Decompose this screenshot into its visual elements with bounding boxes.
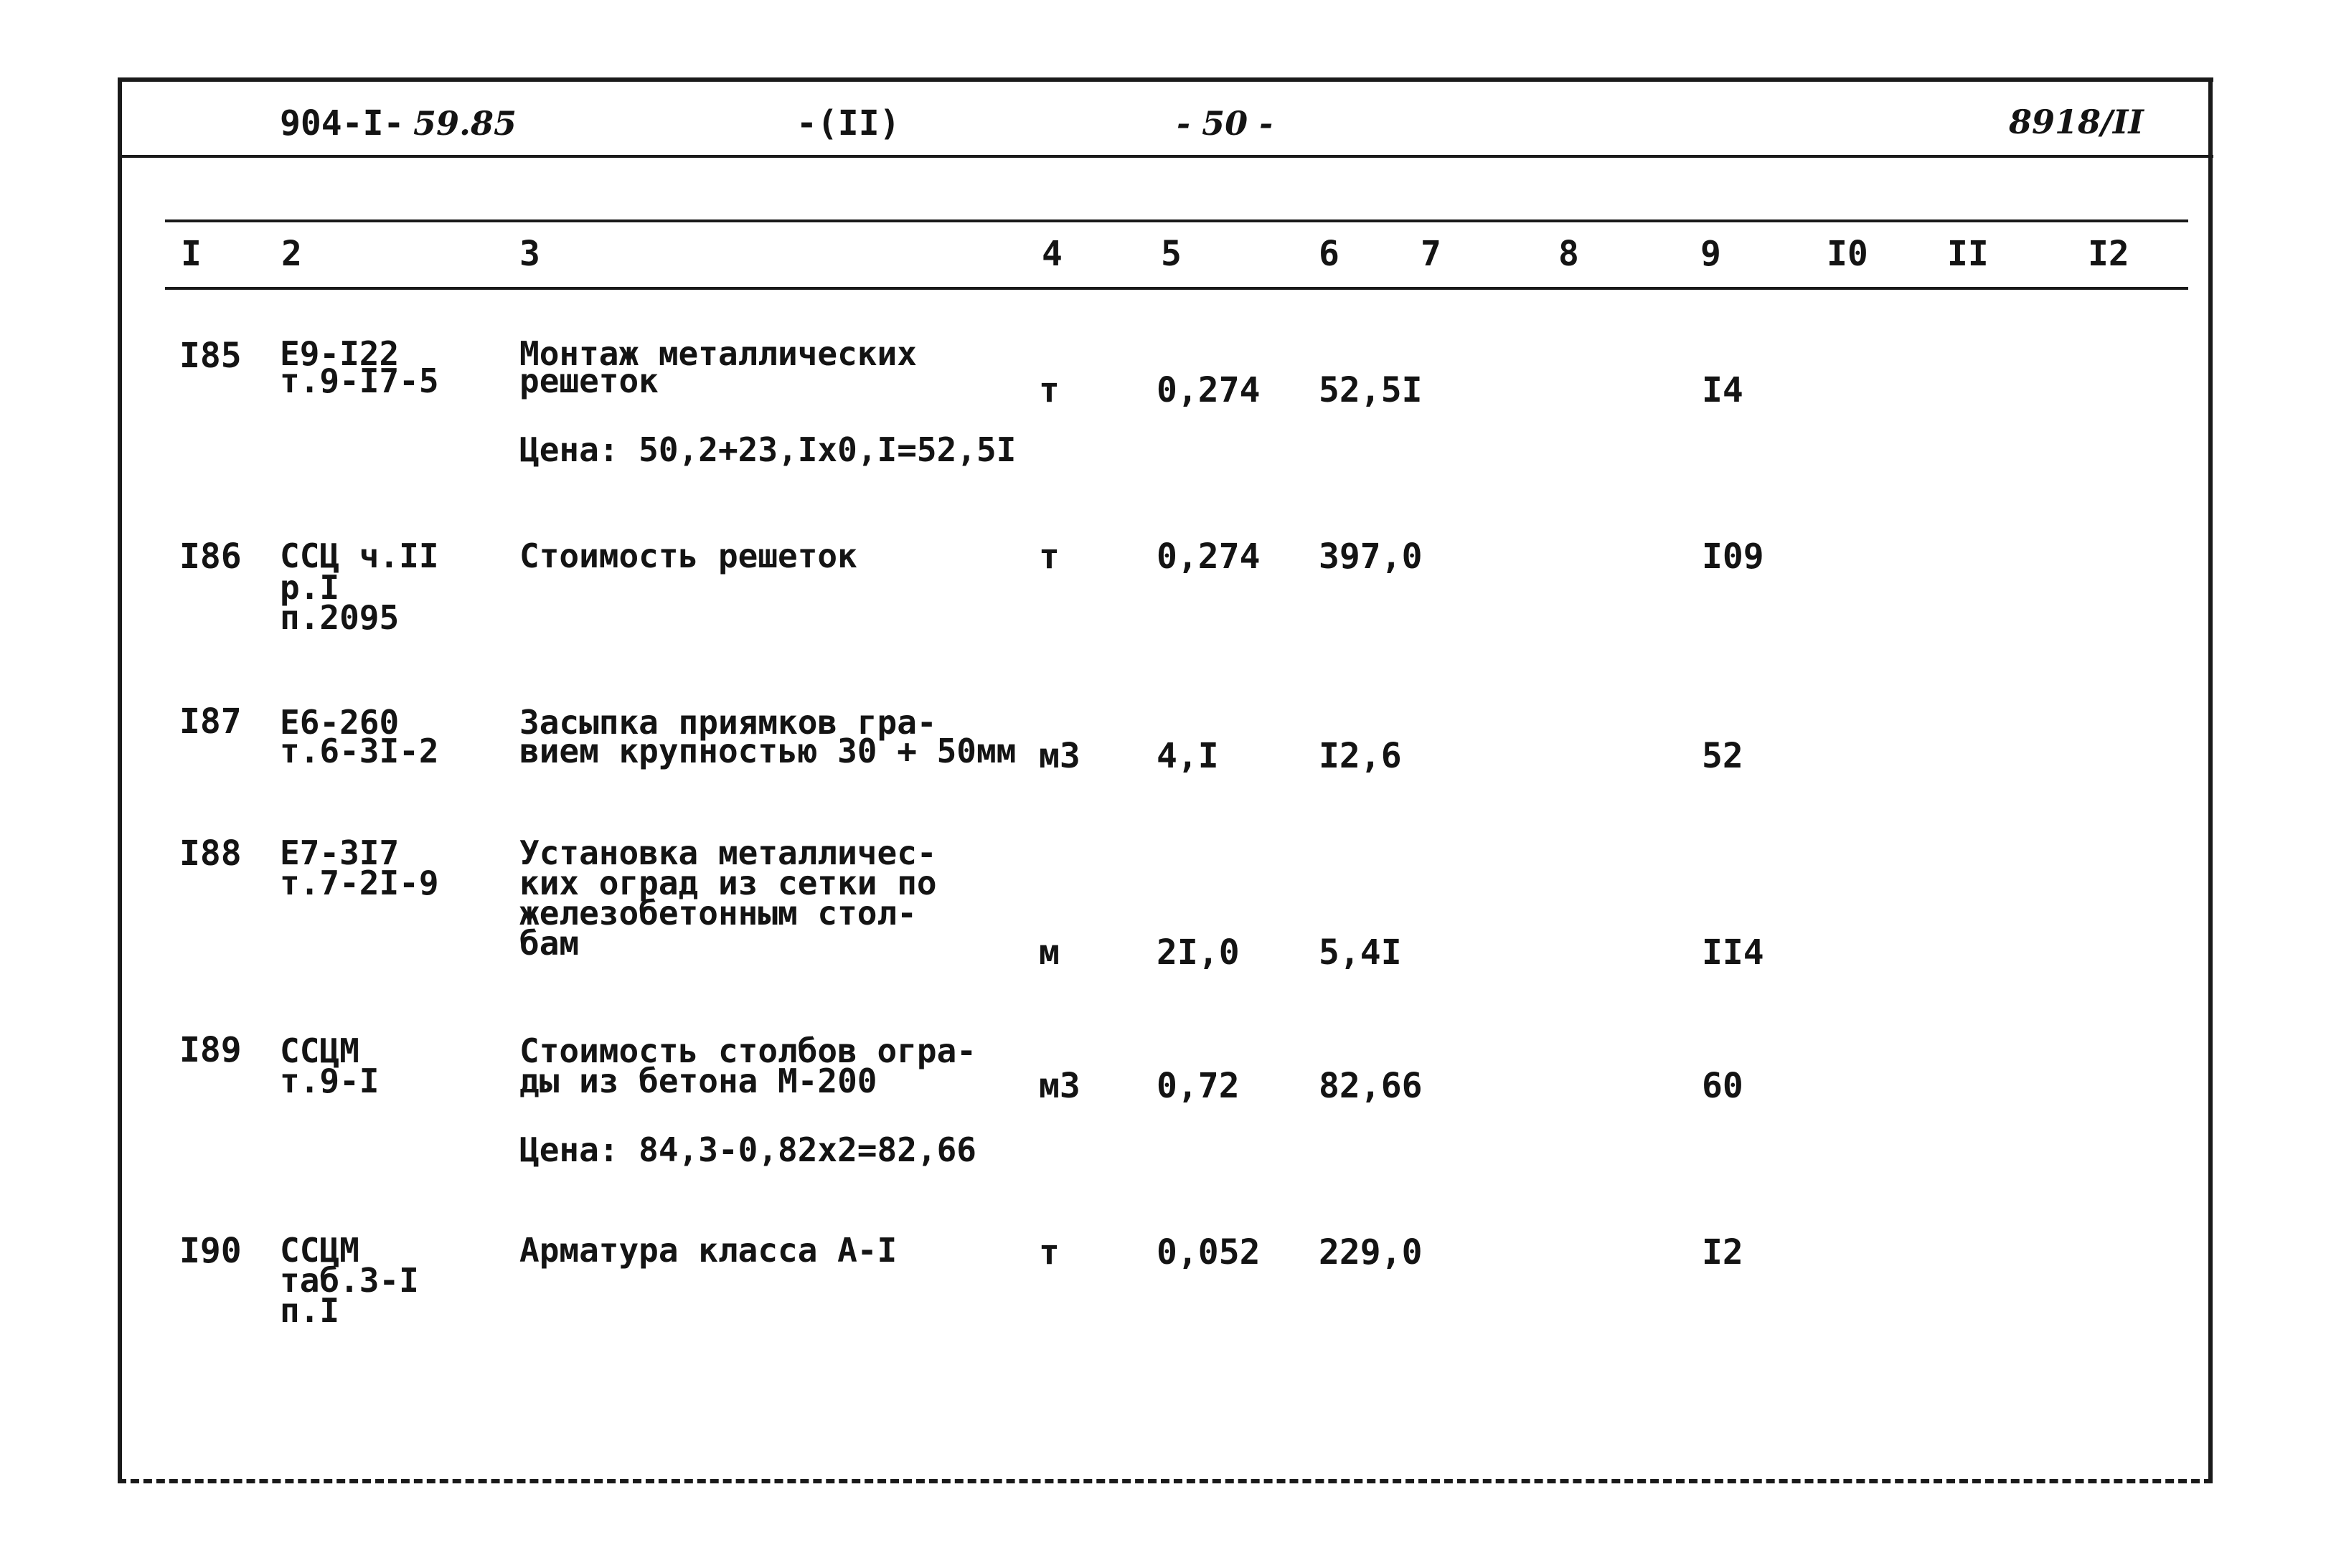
unit-price: 82,66 [1319,1066,1423,1106]
column-header: 7 [1421,234,1441,274]
quantity: 0,274 [1157,537,1261,577]
work-description: вием крупностью 30 + 50мм [519,732,1017,770]
column-header: 3 [519,234,540,274]
work-description: ды из бетона М-200 [519,1062,877,1100]
column-header: 9 [1700,234,1721,274]
row-number: I87 [179,702,242,742]
norm-code: Е6-260 [280,703,400,742]
norm-code: т.6-3I-2 [280,732,439,770]
unit-price: 229,0 [1319,1232,1423,1272]
unit: м3 [1039,1066,1080,1106]
work-description: Стоимость столбов огра- [519,1031,976,1070]
quantity: 0,052 [1157,1232,1261,1272]
unit: м3 [1039,736,1080,776]
unit-price: I2,6 [1319,736,1402,776]
column-header: 2 [281,234,302,274]
total-cost: II4 [1702,932,1764,973]
price-note: Цена: 84,3-0,82х2=82,66 [519,1130,976,1169]
frame-bottom-line [118,1479,2213,1483]
unit: т [1039,370,1060,410]
column-header: I [181,234,202,274]
quantity: 4,I [1157,736,1219,776]
unit: т [1039,1232,1060,1272]
row-number: I90 [179,1231,242,1271]
frame-left-line [118,77,122,1483]
unit: м [1039,932,1060,973]
unit: т [1039,537,1060,577]
norm-code: ССЦМ [280,1231,359,1270]
unit-price: 397,0 [1319,537,1423,577]
work-description: Стоимость решеток [519,537,857,575]
quantity: 0,274 [1157,370,1261,410]
norm-code: т.9-I7-5 [280,362,439,400]
column-header: 5 [1161,234,1182,274]
table-top-rule [165,219,2188,222]
norm-code: E9-I22 [280,334,400,373]
total-cost: 52 [1702,736,1743,776]
total-cost: I4 [1702,370,1743,410]
row-number: I88 [179,833,242,874]
norm-code: Е7-3I7 [280,833,400,872]
norm-code: п.2095 [280,598,400,637]
page-number: - 50 - [1177,104,1273,143]
header-rule [122,155,2213,158]
unit-price: 5,4I [1319,932,1402,973]
frame-right-line [2208,77,2213,1483]
row-number: I86 [179,537,242,577]
table-header-rule [165,287,2188,290]
norm-code: р.I [280,568,340,607]
norm-code: т.9-I [280,1062,380,1100]
inventory-number: 8918/II [2009,103,2144,141]
norm-code: ССЦ ч.II [280,537,439,575]
doc-part: -(II) [796,103,900,143]
norm-code: т.7-2I-9 [280,864,439,902]
doc-code: 904-I- [280,103,405,143]
quantity: 2I,0 [1157,932,1240,973]
work-description: решеток [519,362,659,400]
norm-code: таб.3-I [280,1261,419,1300]
frame-top-line [122,77,2213,82]
total-cost: 60 [1702,1066,1743,1106]
column-header: 4 [1042,234,1063,274]
work-description: Установка металличес- [519,833,937,872]
work-description: Засыпка приямков гра- [519,703,937,742]
row-number: I85 [179,336,242,376]
quantity: 0,72 [1157,1066,1240,1106]
price-note: Цена: 50,2+23,Iх0,I=52,5I [519,430,1017,469]
column-header: II [1947,234,1989,274]
norm-code: ССЦМ [280,1031,359,1070]
column-header: 6 [1319,234,1339,274]
total-cost: I2 [1702,1232,1743,1272]
unit-price: 52,5I [1319,370,1423,410]
column-header: 8 [1558,234,1579,274]
work-description: Арматура класса А-I [519,1231,898,1270]
column-header: I0 [1827,234,1868,274]
norm-code: п.I [280,1291,340,1330]
work-description: бам [519,924,580,963]
work-description: ких оград из сетки по [519,864,937,902]
row-number: I89 [179,1030,242,1070]
doc-code-handwritten: 59.85 [413,104,517,143]
work-description: Монтаж металлических [519,334,917,373]
total-cost: I09 [1702,537,1764,577]
column-header: I2 [2088,234,2129,274]
work-description: железобетонным стол- [519,894,917,932]
